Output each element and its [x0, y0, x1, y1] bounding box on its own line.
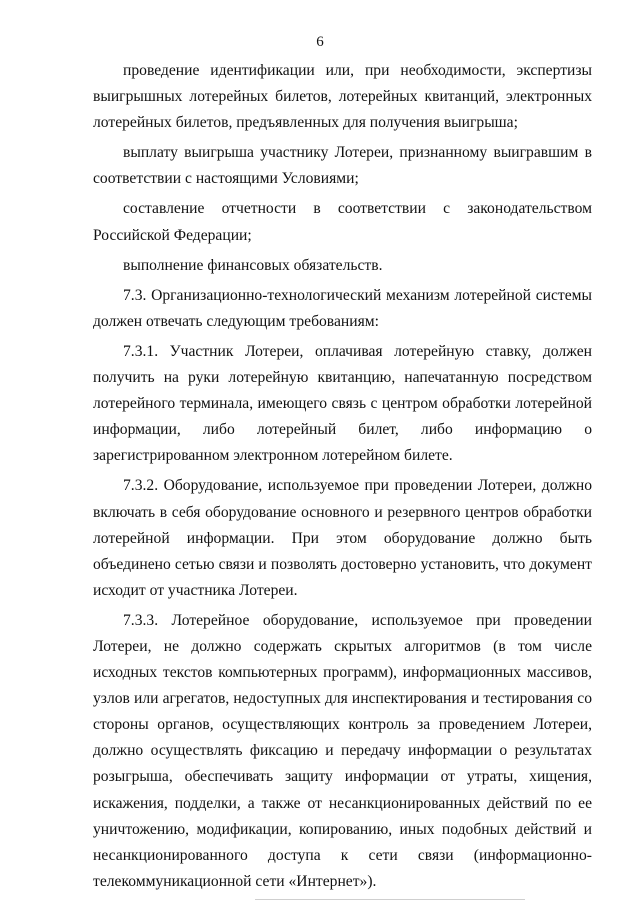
- paragraph-reporting: составление отчетности в соответствии с законодательством Российской Федерации;: [93, 200, 592, 244]
- document-body: [93, 58, 592, 899]
- paragraph-financial-obligations: выполнение финансовых обязательств.: [123, 256, 383, 274]
- bottom-divider: [255, 899, 525, 900]
- paragraph-identification-expertise: проведение идентификации или, при необходимости, экспертизы выигрышных лотерейных билетов, лотерейных квитанций, электронных лотерейных билетов, предъявленных для получения выигрыша;: [93, 62, 592, 132]
- paragraph-prize-payment: выплату выигрыша участнику Лотереи, признанному выигравшим в соответствии с настоящими Условиями;: [93, 144, 592, 188]
- paragraph-section-7-3: 7.3. Организационно-технологический механизм лотерейной системы должен отвечать следующим требованиям:: [93, 286, 592, 330]
- paragraph-section-7-3-1: 7.3.1. Участник Лотереи, оплачивая лотерейную ставку, должен получить на руки лотерейную квитанцию, напечатанную посредством лотерейного терминала, имеющего связь с центром обработки лотерейной информации, либо лотерейный билет, либо информацию о зарегистрированном электронном лотерейном билете.: [93, 342, 592, 465]
- page-number: 6: [316, 34, 324, 50]
- paragraph-section-7-3-2: 7.3.2. Оборудование, используемое при проведении Лотереи, должно включать в себя оборудование основного и резервного центров обработки лотерейной информации. При этом оборудование должно быть объединено сетью связи и позволять достоверно установить, что документ исходит от участника Лотереи.: [93, 477, 592, 599]
- paragraph-section-7-3-3: 7.3.3. Лотерейное оборудование, используемое при проведении Лотереи, не должно содержать скрытых алгоритмов (в том числе исходных текстов компьютерных программ), информационных массивов, узлов или агрегатов, недоступных для инспектирования и тестирования со стороны органов, осуществляющих контроль за проведением Лотереи, должно осуществлять фиксацию и передачу информации о результатах розыгрыша, обеспечивать защиту информации от утраты, хищения, искажения, подделки, а также от несанкционированных действий по ее уничтожению, модификации, копированию, иных подобных действий и несанкционированного доступа к сети связи (информационно-телекоммуникационной сети «Интернет»).: [93, 611, 592, 890]
